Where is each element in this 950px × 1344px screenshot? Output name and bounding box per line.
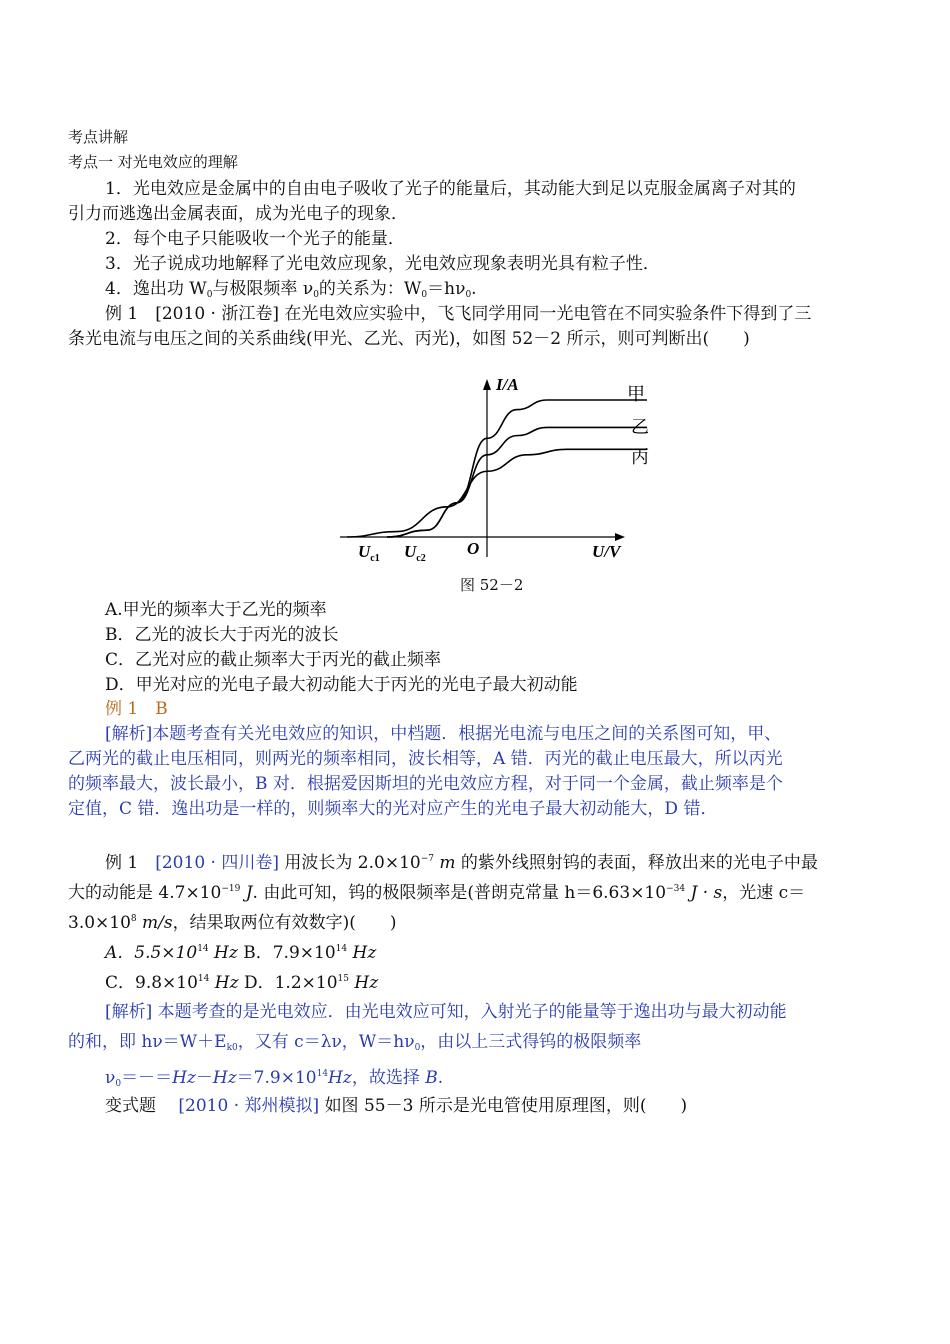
series-curve-1 [387, 427, 647, 537]
point-1-line-2: 引力而逃逸出金属表面，成为光电子的现象． [68, 204, 408, 224]
option-c: C．乙光对应的截止频率大于丙光的截止频率 [105, 650, 442, 670]
series-label-bing: 丙 [631, 447, 649, 468]
series-label-yi: 乙 [631, 417, 649, 438]
point-3: 3．光子说成功地解释了光电效应现象，光电效应现象表明光具有粒子性． [105, 254, 660, 274]
example-2-analysis-2: 的和，即 $h\nu=W+E_{k0}$，又有 c＝λν，$W=h\nu_0$，由以上三式得钨的极限频率 [68, 1032, 642, 1053]
option-d: D．甲光对应的光电子最大初动能大于丙光的光电子最大初动能 [105, 675, 578, 695]
origin-label: O [467, 539, 480, 558]
example-source: [2010 · 浙江卷] [155, 304, 279, 324]
x-axis-label: U/V [592, 542, 621, 561]
example-2-options-ab: A．$5.5\times 10^{14}$ Hz B．$7.9\times 10^{14}$ Hz [105, 943, 377, 963]
analysis-line-1: [解析]本题考查有关光电效应的知识，中档题．根据光电流与电压之间的关系图可知，甲、 [105, 724, 782, 744]
x-tick-uc1: $U_{c1}$ [358, 542, 380, 564]
variant-question: 变式题 [2010 · 郑州模拟] 如图 55－3 所示是光电管使用原理图，则( ) [105, 1096, 688, 1116]
point-4: 4．逸出功 $W_0$与极限频率 $\nu_0$的关系为：$W_0=h\nu_0$. [105, 279, 477, 300]
example-1-line-2: 条光电流与电压之间的关系曲线(甲光、乙光、丙光)，如图 52－2 所示，则可判断出( ) [68, 329, 750, 349]
analysis-line-2: 乙两光的截止电压相同，则两光的频率相同，波长相等，A 错．丙光的截止电压最大，所以丙光 [68, 749, 783, 769]
option-b: B．乙光的波长大于丙光的波长 [105, 625, 339, 645]
example-2-line-3: $3.0\times 10^8$ m/s，结果取两位有效数字)( ) [68, 913, 397, 933]
x-axis-arrow [615, 533, 625, 541]
variant-source: [2010 · 郑州模拟] [178, 1096, 320, 1116]
x-tick-uc2: $U_{c2}$ [404, 542, 426, 564]
point-2: 2．每个电子只能吸收一个光子的能量． [105, 229, 405, 249]
series-label-jia: 甲 [627, 384, 645, 405]
example-2-analysis-1: [解析] 本题考查的是光电效应．由光电效应可知，入射光子的能量等于逸出功与最大初动能 [105, 1002, 787, 1022]
iv-curve-chart [330, 362, 650, 594]
example-1-line-1: 例 1 [2010 · 浙江卷] 在光电效应实验中，飞飞同学用同一光电管在不同实验条件下得到了三 [105, 304, 812, 324]
analysis-line-4: 定值，C 错．逸出功是一样的，则频率大的光对应产生的光电子最大初动能大，D 错． [68, 799, 718, 819]
topic-heading: 考点一 对光电效应的理解 [68, 153, 238, 171]
example-2-analysis-3: $\nu_0=-=Hz-Hz=7.9\times 10^{14}Hz$，故选择 B. [105, 1068, 444, 1089]
example-2-options-cd: C．$9.8\times 10^{14}$ Hz D．$1.2\times 10^{15}$ Hz [105, 973, 379, 993]
example-2-source: [2010 · 四川卷] [155, 853, 279, 873]
figure-caption: 图 52－2 [460, 576, 524, 594]
y-axis-label: I/A [496, 375, 519, 394]
option-a: A.甲光的频率大于乙光的频率 [105, 600, 327, 620]
example-label: 例 1 [105, 304, 139, 324]
series-curve-2 [347, 449, 647, 537]
point-1-line-1: 1．光电效应是金属中的自由电子吸收了光子的能量后，其动能大到足以克服金属离子对其的 [105, 179, 796, 199]
analysis-line-3: 的频率最大，波长最小，B 对．根据爱因斯坦的光电效应方程，对于同一个金属，截止频率是个 [68, 774, 783, 794]
example-2-line-2: 大的动能是 $4.7\times 10^{-19}$ J. 由此可知，钨的极限频率是(普朗克常量 $h=6.63\times 10^{-34}$ J · s，光速 c＝ [68, 883, 806, 903]
example-2-line-1: 例 1 [2010 · 四川卷] 用波长为 $2.0\times 10^{-7}$ m 的紫外线照射钨的表面，释放出来的光电子中最 [105, 853, 818, 873]
answer: 例 1 B [105, 699, 168, 719]
section-heading: 考点讲解 [68, 128, 129, 146]
y-axis-arrow [483, 379, 491, 390]
